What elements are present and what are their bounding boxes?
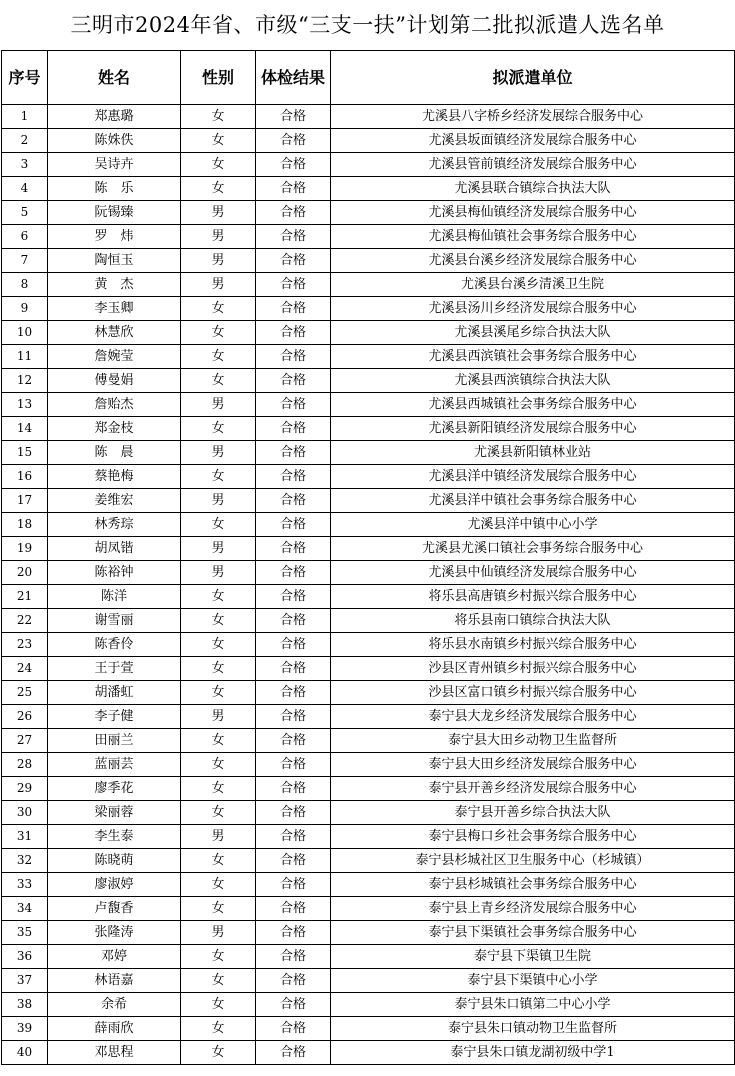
cell-seq: 17 (2, 489, 48, 513)
cell-gender: 女 (181, 849, 256, 873)
cell-seq: 31 (2, 825, 48, 849)
cell-gender: 女 (181, 777, 256, 801)
table-row (2, 345, 735, 369)
cell-gender: 女 (181, 969, 256, 993)
cell-name: 傅曼娟 (48, 369, 181, 393)
cell-exam: 合格 (256, 1041, 331, 1065)
table-row (2, 969, 735, 993)
cell-unit: 泰宁县大龙乡经济发展综合服务中心 (331, 705, 735, 729)
table-row (2, 489, 735, 513)
cell-unit: 泰宁县朱口镇龙湖初级中学1 (331, 1041, 735, 1065)
cell-gender: 男 (181, 561, 256, 585)
table-row (2, 561, 735, 585)
cell-seq: 16 (2, 465, 48, 489)
table-row (2, 297, 735, 321)
table-row (2, 177, 735, 201)
cell-gender: 女 (181, 369, 256, 393)
cell-exam: 合格 (256, 753, 331, 777)
cell-unit: 泰宁县朱口镇动物卫生监督所 (331, 1017, 735, 1041)
cell-seq: 12 (2, 369, 48, 393)
cell-name: 陈 晨 (48, 441, 181, 465)
cell-exam: 合格 (256, 873, 331, 897)
cell-exam: 合格 (256, 321, 331, 345)
cell-name: 田丽兰 (48, 729, 181, 753)
cell-gender: 女 (181, 801, 256, 825)
cell-seq: 19 (2, 537, 48, 561)
table-row (2, 249, 735, 273)
cell-exam: 合格 (256, 729, 331, 753)
cell-seq: 10 (2, 321, 48, 345)
cell-exam: 合格 (256, 417, 331, 441)
table-row (2, 441, 735, 465)
cell-unit: 尤溪县管前镇经济发展综合服务中心 (331, 153, 735, 177)
candidate-table (1, 50, 735, 1065)
header-gender: 性别 (181, 51, 256, 105)
cell-exam: 合格 (256, 489, 331, 513)
cell-unit: 将乐县南口镇综合执法大队 (331, 609, 735, 633)
cell-gender: 男 (181, 441, 256, 465)
cell-unit: 尤溪县新阳镇林业站 (331, 441, 735, 465)
cell-unit: 将乐县水南镇乡村振兴综合服务中心 (331, 633, 735, 657)
cell-name: 蓝丽芸 (48, 753, 181, 777)
cell-exam: 合格 (256, 537, 331, 561)
table-row (2, 705, 735, 729)
cell-seq: 25 (2, 681, 48, 705)
table-row (2, 921, 735, 945)
cell-seq: 39 (2, 1017, 48, 1041)
cell-seq: 6 (2, 225, 48, 249)
cell-name: 詹婉莹 (48, 345, 181, 369)
cell-seq: 27 (2, 729, 48, 753)
cell-exam: 合格 (256, 201, 331, 225)
cell-unit: 尤溪县梅仙镇经济发展综合服务中心 (331, 201, 735, 225)
cell-seq: 2 (2, 129, 48, 153)
cell-seq: 15 (2, 441, 48, 465)
cell-name: 阮锡臻 (48, 201, 181, 225)
cell-name: 陈裕钟 (48, 561, 181, 585)
page-title: 三明市2024年省、市级“三支一扶”计划第二批拟派遣人选名单 (70, 13, 665, 37)
cell-unit: 尤溪县洋中镇中心小学 (331, 513, 735, 537)
cell-gender: 女 (181, 657, 256, 681)
cell-name: 黄 杰 (48, 273, 181, 297)
cell-seq: 4 (2, 177, 48, 201)
cell-exam: 合格 (256, 273, 331, 297)
table-row (2, 897, 735, 921)
cell-exam: 合格 (256, 609, 331, 633)
cell-exam: 合格 (256, 849, 331, 873)
cell-name: 陶恒玉 (48, 249, 181, 273)
cell-gender: 女 (181, 609, 256, 633)
cell-gender: 女 (181, 297, 256, 321)
cell-gender: 女 (181, 945, 256, 969)
cell-name: 廖淑婷 (48, 873, 181, 897)
table-row (2, 393, 735, 417)
cell-seq: 18 (2, 513, 48, 537)
cell-gender: 女 (181, 681, 256, 705)
table-row (2, 873, 735, 897)
cell-unit: 尤溪县台溪乡清溪卫生院 (331, 273, 735, 297)
cell-name: 谢雪丽 (48, 609, 181, 633)
cell-gender: 男 (181, 249, 256, 273)
cell-exam: 合格 (256, 177, 331, 201)
cell-name: 胡凤锴 (48, 537, 181, 561)
cell-name: 林语嘉 (48, 969, 181, 993)
cell-seq: 1 (2, 105, 48, 129)
table-row (2, 465, 735, 489)
cell-seq: 21 (2, 585, 48, 609)
cell-exam: 合格 (256, 777, 331, 801)
cell-gender: 男 (181, 225, 256, 249)
cell-name: 廖季花 (48, 777, 181, 801)
cell-unit: 尤溪县梅仙镇社会事务综合服务中心 (331, 225, 735, 249)
cell-exam: 合格 (256, 921, 331, 945)
table-row (2, 1041, 735, 1065)
cell-unit: 泰宁县大田乡动物卫生监督所 (331, 729, 735, 753)
cell-name: 陈 乐 (48, 177, 181, 201)
cell-unit: 尤溪县台溪乡经济发展综合服务中心 (331, 249, 735, 273)
cell-name: 陈姝佚 (48, 129, 181, 153)
cell-seq: 3 (2, 153, 48, 177)
cell-name: 陈晓萌 (48, 849, 181, 873)
table-row (2, 729, 735, 753)
cell-exam: 合格 (256, 465, 331, 489)
table-row (2, 681, 735, 705)
cell-unit: 泰宁县开善乡综合执法大队 (331, 801, 735, 825)
cell-name: 蔡艳梅 (48, 465, 181, 489)
table-header-row (2, 51, 735, 105)
cell-exam: 合格 (256, 945, 331, 969)
cell-unit: 尤溪县溪尾乡综合执法大队 (331, 321, 735, 345)
cell-gender: 女 (181, 417, 256, 441)
cell-name: 邓婷 (48, 945, 181, 969)
cell-seq: 14 (2, 417, 48, 441)
cell-exam: 合格 (256, 969, 331, 993)
cell-seq: 7 (2, 249, 48, 273)
table-row (2, 273, 735, 297)
table-row (2, 657, 735, 681)
cell-seq: 32 (2, 849, 48, 873)
cell-name: 李子健 (48, 705, 181, 729)
cell-name: 李生泰 (48, 825, 181, 849)
cell-gender: 男 (181, 201, 256, 225)
table-row (2, 105, 735, 129)
table-row (2, 153, 735, 177)
table-row (2, 825, 735, 849)
cell-unit: 尤溪县坂面镇经济发展综合服务中心 (331, 129, 735, 153)
cell-name: 陈香伶 (48, 633, 181, 657)
table-row (2, 993, 735, 1017)
cell-unit: 泰宁县上青乡经济发展综合服务中心 (331, 897, 735, 921)
cell-gender: 女 (181, 993, 256, 1017)
table-row (2, 849, 735, 873)
cell-gender: 女 (181, 873, 256, 897)
cell-exam: 合格 (256, 681, 331, 705)
cell-exam: 合格 (256, 513, 331, 537)
table-row (2, 777, 735, 801)
cell-seq: 26 (2, 705, 48, 729)
cell-seq: 35 (2, 921, 48, 945)
cell-seq: 34 (2, 897, 48, 921)
cell-name: 胡潘虹 (48, 681, 181, 705)
cell-name: 王于萱 (48, 657, 181, 681)
cell-gender: 女 (181, 105, 256, 129)
cell-unit: 尤溪县八字桥乡经济发展综合服务中心 (331, 105, 735, 129)
cell-gender: 女 (181, 345, 256, 369)
cell-unit: 泰宁县下渠镇中心小学 (331, 969, 735, 993)
cell-name: 姜维宏 (48, 489, 181, 513)
cell-exam: 合格 (256, 297, 331, 321)
table-row (2, 129, 735, 153)
table-row (2, 417, 735, 441)
cell-seq: 40 (2, 1041, 48, 1065)
cell-exam: 合格 (256, 393, 331, 417)
cell-unit: 沙县区富口镇乡村振兴综合服务中心 (331, 681, 735, 705)
cell-gender: 女 (181, 177, 256, 201)
cell-unit: 泰宁县梅口乡社会事务综合服务中心 (331, 825, 735, 849)
cell-exam: 合格 (256, 801, 331, 825)
cell-exam: 合格 (256, 249, 331, 273)
cell-name: 罗 炜 (48, 225, 181, 249)
cell-unit: 尤溪县汤川乡经济发展综合服务中心 (331, 297, 735, 321)
cell-unit: 泰宁县下渠镇卫生院 (331, 945, 735, 969)
cell-gender: 女 (181, 729, 256, 753)
cell-gender: 男 (181, 393, 256, 417)
cell-gender: 女 (181, 1017, 256, 1041)
cell-unit: 泰宁县杉城社区卫生服务中心（杉城镇） (331, 849, 735, 873)
cell-unit: 尤溪县洋中镇社会事务综合服务中心 (331, 489, 735, 513)
table-body (2, 105, 735, 1065)
cell-unit: 泰宁县杉城镇社会事务综合服务中心 (331, 873, 735, 897)
cell-seq: 24 (2, 657, 48, 681)
cell-gender: 女 (181, 633, 256, 657)
cell-name: 梁丽蓉 (48, 801, 181, 825)
cell-gender: 女 (181, 1041, 256, 1065)
cell-name: 张隆涛 (48, 921, 181, 945)
cell-exam: 合格 (256, 105, 331, 129)
cell-gender: 女 (181, 321, 256, 345)
cell-unit: 尤溪县新阳镇经济发展综合服务中心 (331, 417, 735, 441)
cell-seq: 33 (2, 873, 48, 897)
table-row (2, 225, 735, 249)
cell-name: 余希 (48, 993, 181, 1017)
header-unit: 拟派遣单位 (331, 51, 735, 105)
table-row (2, 369, 735, 393)
cell-unit: 尤溪县西滨镇综合执法大队 (331, 369, 735, 393)
cell-exam: 合格 (256, 369, 331, 393)
cell-unit: 泰宁县开善乡经济发展综合服务中心 (331, 777, 735, 801)
table-row (2, 801, 735, 825)
header-seq: 序号 (2, 51, 48, 105)
cell-unit: 尤溪县联合镇综合执法大队 (331, 177, 735, 201)
cell-gender: 男 (181, 921, 256, 945)
cell-exam: 合格 (256, 153, 331, 177)
table-row (2, 201, 735, 225)
cell-seq: 20 (2, 561, 48, 585)
cell-unit: 尤溪县西城镇社会事务综合服务中心 (331, 393, 735, 417)
cell-unit: 将乐县高唐镇乡村振兴综合服务中心 (331, 585, 735, 609)
table-row (2, 321, 735, 345)
table-row (2, 537, 735, 561)
cell-name: 李玉卿 (48, 297, 181, 321)
cell-gender: 女 (181, 129, 256, 153)
table-row (2, 633, 735, 657)
cell-gender: 男 (181, 705, 256, 729)
cell-exam: 合格 (256, 897, 331, 921)
cell-unit: 尤溪县中仙镇经济发展综合服务中心 (331, 561, 735, 585)
header-name: 姓名 (48, 51, 181, 105)
cell-gender: 女 (181, 585, 256, 609)
cell-name: 郑金枝 (48, 417, 181, 441)
cell-unit: 泰宁县下渠镇社会事务综合服务中心 (331, 921, 735, 945)
cell-seq: 36 (2, 945, 48, 969)
cell-exam: 合格 (256, 993, 331, 1017)
cell-seq: 11 (2, 345, 48, 369)
cell-name: 薛雨欣 (48, 1017, 181, 1041)
cell-seq: 28 (2, 753, 48, 777)
cell-name: 郑惠璐 (48, 105, 181, 129)
cell-gender: 女 (181, 897, 256, 921)
cell-exam: 合格 (256, 1017, 331, 1041)
cell-name: 邓思程 (48, 1041, 181, 1065)
cell-seq: 9 (2, 297, 48, 321)
cell-exam: 合格 (256, 129, 331, 153)
table-row (2, 609, 735, 633)
cell-unit: 沙县区青州镇乡村振兴综合服务中心 (331, 657, 735, 681)
table-row (2, 585, 735, 609)
cell-exam: 合格 (256, 585, 331, 609)
cell-seq: 30 (2, 801, 48, 825)
cell-exam: 合格 (256, 561, 331, 585)
table-row (2, 1017, 735, 1041)
cell-gender: 女 (181, 153, 256, 177)
cell-exam: 合格 (256, 657, 331, 681)
table-row (2, 513, 735, 537)
cell-name: 詹贻杰 (48, 393, 181, 417)
cell-seq: 29 (2, 777, 48, 801)
cell-gender: 女 (181, 465, 256, 489)
cell-unit: 尤溪县洋中镇经济发展综合服务中心 (331, 465, 735, 489)
cell-gender: 男 (181, 273, 256, 297)
cell-gender: 女 (181, 513, 256, 537)
cell-unit: 泰宁县大田乡经济发展综合服务中心 (331, 753, 735, 777)
cell-unit: 尤溪县西滨镇社会事务综合服务中心 (331, 345, 735, 369)
cell-name: 林秀琮 (48, 513, 181, 537)
cell-name: 卢馥香 (48, 897, 181, 921)
table-row (2, 753, 735, 777)
cell-exam: 合格 (256, 825, 331, 849)
cell-seq: 38 (2, 993, 48, 1017)
table-row (2, 945, 735, 969)
cell-unit: 泰宁县朱口镇第二中心小学 (331, 993, 735, 1017)
cell-seq: 13 (2, 393, 48, 417)
cell-seq: 37 (2, 969, 48, 993)
header-exam: 体检结果 (256, 51, 331, 105)
cell-gender: 男 (181, 537, 256, 561)
cell-gender: 男 (181, 489, 256, 513)
cell-exam: 合格 (256, 705, 331, 729)
cell-seq: 8 (2, 273, 48, 297)
cell-name: 吴诗卉 (48, 153, 181, 177)
cell-exam: 合格 (256, 345, 331, 369)
cell-gender: 女 (181, 753, 256, 777)
cell-name: 林慧欣 (48, 321, 181, 345)
cell-seq: 22 (2, 609, 48, 633)
cell-name: 陈洋 (48, 585, 181, 609)
cell-exam: 合格 (256, 225, 331, 249)
cell-exam: 合格 (256, 633, 331, 657)
cell-seq: 23 (2, 633, 48, 657)
cell-gender: 男 (181, 825, 256, 849)
cell-exam: 合格 (256, 441, 331, 465)
cell-unit: 尤溪县尤溪口镇社会事务综合服务中心 (331, 537, 735, 561)
cell-seq: 5 (2, 201, 48, 225)
